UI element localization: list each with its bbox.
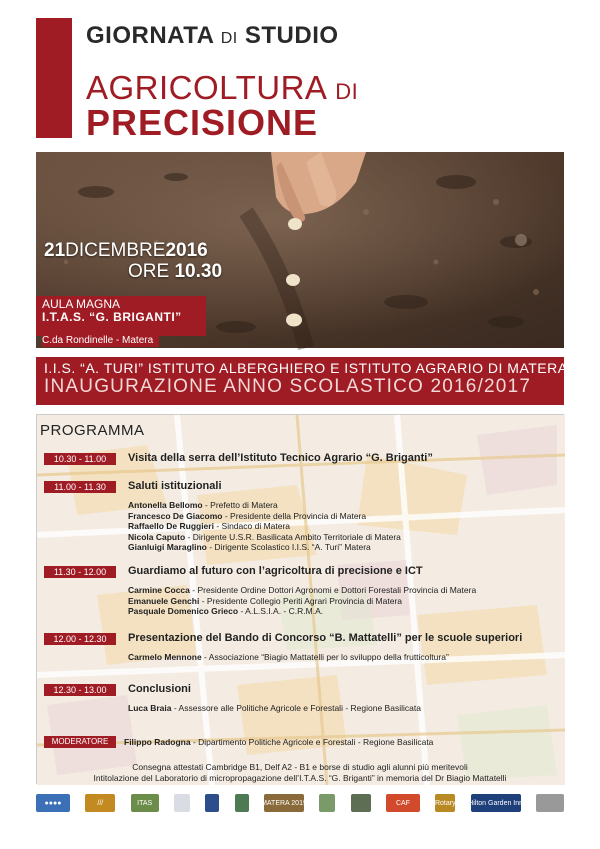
itas-logo: ITAS — [131, 794, 159, 812]
speaker-name: Francesco De Giacomo — [128, 510, 223, 521]
session-time-badge: 11.00 - 11.30 — [44, 481, 116, 493]
event-date: 21DICEMBRE2016 — [44, 240, 208, 261]
speaker-row — [128, 542, 371, 553]
venue-box — [36, 296, 206, 336]
ministry-logo: /// — [85, 794, 115, 812]
speaker-role: - Dirigente U.S.R. Basilicata Ambito Territoriale di Matera — [185, 531, 401, 542]
session-title: Presentazione del Bando di Concorso “B. Mattatelli” per le scuole superiori — [128, 632, 523, 644]
eu-logo — [174, 794, 190, 812]
hotel-logo — [536, 794, 564, 812]
crest-logo-1 — [319, 794, 335, 812]
speaker-name: Antonella Bellomo — [128, 500, 203, 510]
speaker-role: - Associazione “Biagio Mattatelli per lo sviluppo della frutticoltura” — [201, 652, 449, 662]
session-title: Saluti istituzionali — [128, 480, 222, 492]
session-time-badge: 12.30 - 13.00 — [44, 684, 116, 696]
speaker-row — [128, 511, 366, 522]
session-title: Conclusioni — [128, 683, 191, 695]
hilton-logo: Hilton Garden Inn — [471, 794, 521, 812]
speaker-role: - Presidente Ordine Dottori Agronomi e Dottori Forestali Provincia di Matera — [189, 585, 477, 595]
flag-logo — [205, 794, 219, 812]
venue-school: I.T.A.S. “G. BRIGANTI” — [42, 310, 182, 324]
speaker-row — [128, 500, 278, 511]
speaker-name: Raffaello De Ruggieri — [128, 521, 214, 531]
venue-room: AULA MAGNA — [42, 297, 121, 311]
program-title: PROGRAMMA — [40, 422, 145, 439]
speaker-row — [128, 703, 421, 714]
speaker-name: Carmine Cocca — [128, 585, 190, 595]
speaker-role: - A.L.S.I.A. - C.R.M.A. — [238, 606, 324, 616]
speaker-role: - Prefetto di Matera — [202, 500, 278, 510]
matera-2019-logo: MATERA 2019 — [264, 794, 304, 812]
iisturi-logo: ●●●● — [36, 794, 70, 812]
speaker-name: Emanuele Genchi — [128, 595, 200, 606]
speaker-name: Carmelo Mennone — [128, 652, 202, 662]
event-time: ORE 10.30 — [128, 261, 223, 282]
speaker-role: - Presidente della Provincia di Matera — [222, 510, 367, 521]
caf-logo: CAF — [386, 794, 420, 812]
closing-note-2: Intitolazione del Laboratorio di micropropagazione dell’I.T.A.S. “G. Briganti” in memoria del Dr Biagio Mattatelli — [93, 773, 507, 783]
speaker-row — [128, 521, 290, 532]
moderator-text: Filippo Radogna - Dipartimento Politiche Agricole e Forestali - Regione Basilicata — [124, 737, 434, 747]
speaker-role: - Dirigente Scolastico I.I.S. “A. Turi” Matera — [206, 542, 371, 552]
speaker-role: - Presidente Collegio Periti Agrari Provincia di Matera — [199, 595, 403, 606]
session-time-badge: 12.00 - 12.30 — [44, 633, 116, 645]
speaker-name: Gianluigi Maraglino — [128, 542, 207, 552]
event-kind-title: GIORNATA DI STUDIO — [86, 22, 339, 49]
speaker-row — [128, 596, 402, 607]
event-topic-subtitle: PRECISIONE — [86, 102, 319, 143]
event-topic-title: AGRICOLTURA DI — [86, 69, 359, 106]
session-title: Guardiamo al futuro con l’agricoltura di precisione e ICT — [128, 565, 423, 577]
speaker-row — [128, 585, 476, 596]
school-banner-line1: I.I.S. “A. TURI” ISTITUTO ALBERGHIERO E ISTITUTO AGRARIO DI MATERA — [44, 360, 568, 376]
speaker-name: Pasquale Domenico Grieco — [128, 606, 239, 616]
session-time-badge: 11.30 - 12.00 — [44, 566, 116, 578]
school-banner-line2: INAUGURAZIONE ANNO SCOLASTICO 2016/2017 — [44, 376, 532, 397]
moderator-badge: MODERATORE — [44, 736, 116, 748]
speaker-row — [128, 606, 323, 617]
speaker-name: Luca Braia — [128, 703, 172, 713]
speaker-row — [128, 652, 449, 663]
speaker-role: - Sindaco di Matera — [213, 521, 291, 531]
rotary-logo: Rotary — [435, 794, 455, 812]
speaker-role: - Assessore alle Politiche Agricole e Forestali - Regione Basilicata — [171, 703, 421, 713]
sponsor-logos — [36, 790, 564, 816]
session-title: Visita della serra dell’Istituto Tecnico Agrario “G. Briganti” — [128, 452, 433, 464]
venue-address: C.da Rondinelle - Matera — [42, 335, 159, 347]
header-accent-bar — [36, 18, 72, 138]
speaker-row — [128, 532, 401, 543]
region-logo — [235, 794, 249, 812]
speaker-name: Nicola Caputo — [128, 531, 186, 542]
crest-logo-2 — [351, 794, 371, 812]
session-time-badge: 10.30 - 11.00 — [44, 453, 116, 465]
closing-note-1: Consegna attestati Cambridge B1, Delf A2 - B1 e borse di studio agli alunni più meritevoli — [132, 762, 468, 772]
